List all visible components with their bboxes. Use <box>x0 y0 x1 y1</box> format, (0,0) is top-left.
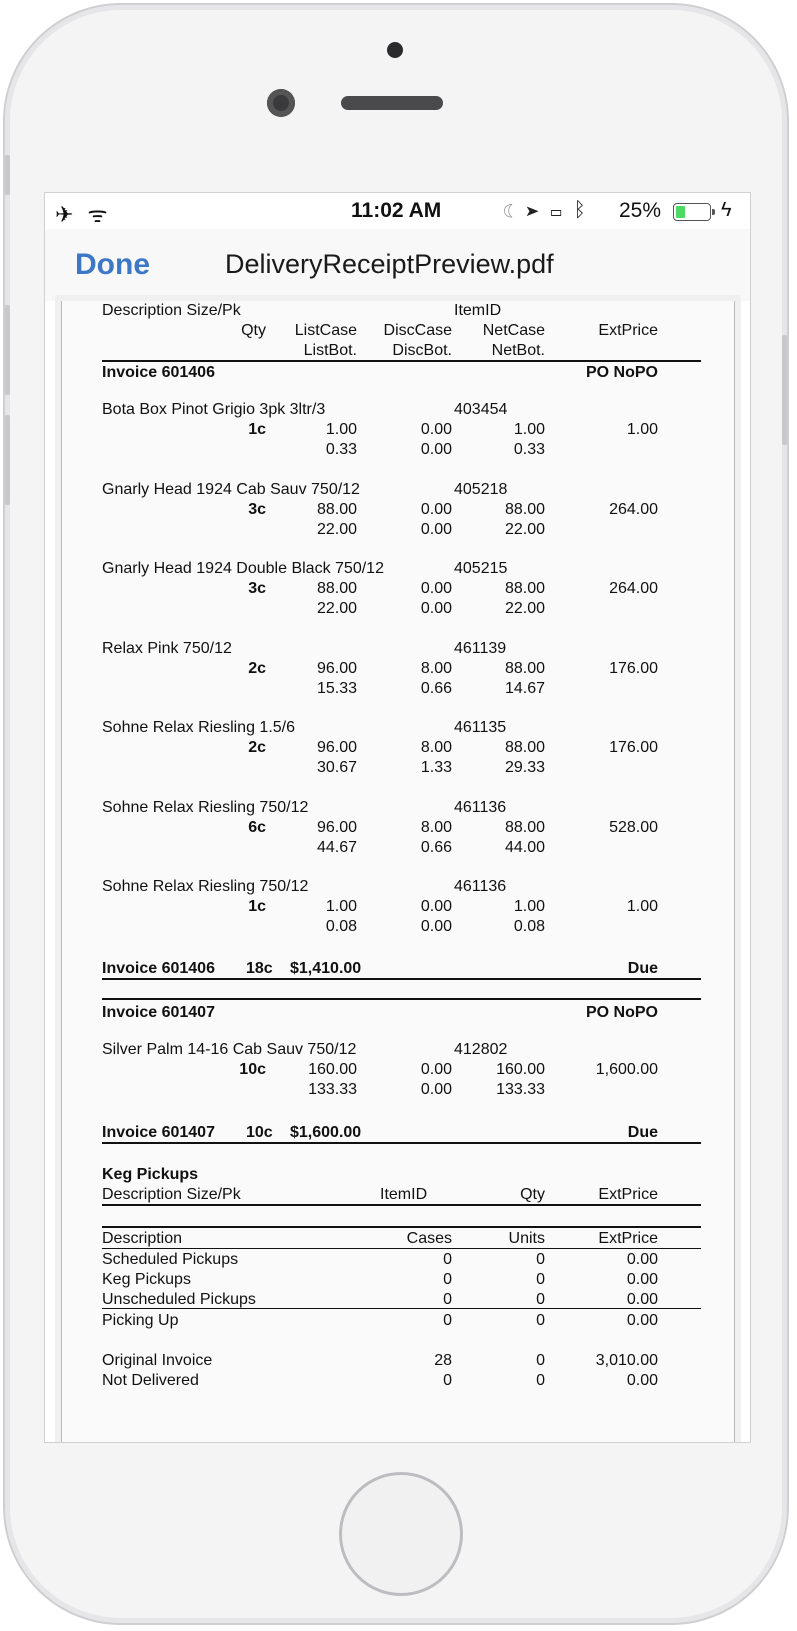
item-listcase: 88.00 <box>316 500 357 518</box>
summary-row-units: 0 <box>536 1251 545 1268</box>
item-netbot: 44.00 <box>504 838 545 856</box>
item-discbot: 0.00 <box>420 918 452 935</box>
item-discbot: 0.00 <box>420 600 452 617</box>
item-netbot: 22.00 <box>504 600 545 617</box>
volume-up-button <box>5 305 10 395</box>
item-discbot: 1.33 <box>420 759 452 776</box>
earpiece-speaker <box>341 96 443 110</box>
item-listcase: 88.00 <box>316 580 357 597</box>
item-extprice: 176.00 <box>609 739 658 756</box>
item-description: Sohne Relax Riesling 750/12 <box>102 798 309 816</box>
item-netcase: 88.00 <box>504 580 545 597</box>
summary-row-description: Keg Pickups <box>102 1271 191 1288</box>
summary-row-description: Original Invoice <box>102 1352 213 1369</box>
item-listcase: 96.00 <box>316 659 357 677</box>
summary-row-units: 0 <box>536 1372 545 1389</box>
item-qty: 10c <box>239 1061 266 1078</box>
front-camera <box>267 89 295 117</box>
item-qty: 3c <box>248 580 266 597</box>
moon-icon: ☾ <box>503 199 518 221</box>
item-qty: 1c <box>248 898 266 915</box>
status-time: 11:02 AM <box>351 199 442 222</box>
volume-down-button <box>5 415 10 505</box>
item-netcase: 88.00 <box>504 739 545 756</box>
invoice-total-status: Due <box>627 1124 658 1141</box>
item-netbot: 14.67 <box>504 679 545 697</box>
item-listbot: 44.67 <box>316 838 357 856</box>
summary-row-units: 0 <box>536 1352 545 1369</box>
invoice-separator-rule <box>102 998 701 1000</box>
item-discbot: 0.00 <box>420 520 452 538</box>
item-netbot: 29.33 <box>504 759 545 776</box>
summary-row-extprice: 0.00 <box>626 1251 658 1268</box>
item-netbot: 0.33 <box>513 441 545 458</box>
item-id: 461136 <box>454 878 507 895</box>
item-qty: 6c <box>248 818 266 836</box>
summary-row-extprice: 0.00 <box>626 1312 658 1329</box>
invoice-total-rule <box>102 1142 701 1144</box>
invoice-title: Invoice 601407 <box>102 1004 215 1021</box>
navigation-bar <box>45 229 750 301</box>
item-description: Sohne Relax Riesling 750/12 <box>102 878 309 895</box>
header-netbot: NetBot. <box>491 342 545 359</box>
status-icons <box>503 199 589 222</box>
item-netcase: 88.00 <box>504 659 545 677</box>
summary-row-extprice: 0.00 <box>626 1291 658 1308</box>
mute-switch <box>5 155 10 195</box>
summary-row-cases: 0 <box>443 1271 452 1288</box>
item-listbot: 0.33 <box>325 441 357 458</box>
summary-top-rule <box>102 1226 701 1228</box>
proximity-sensor <box>387 42 403 58</box>
summary-col-cases: Cases <box>406 1230 452 1247</box>
header-qty: Qty <box>241 322 266 339</box>
header-listbot: ListBot. <box>303 342 357 359</box>
item-discbot: 0.66 <box>420 679 452 697</box>
item-disccase: 8.00 <box>420 739 452 756</box>
invoice-total-qty: 18c <box>246 960 273 977</box>
keg-col-itemid: ItemID <box>380 1186 428 1203</box>
bluetooth-icon: ᛒ <box>573 199 589 221</box>
header-disccase: DiscCase <box>383 322 452 339</box>
airplane-wifi-icons: ✈ ᯤ <box>55 202 112 227</box>
item-listcase: 96.00 <box>316 818 357 836</box>
item-extprice: 176.00 <box>609 659 658 677</box>
item-qty: 2c <box>248 739 266 756</box>
summary-row-cases: 0 <box>443 1312 452 1329</box>
item-discbot: 0.66 <box>420 838 452 856</box>
item-description: Silver Palm 14-16 Cab Sauv 750/12 <box>102 1041 357 1058</box>
item-netbot: 0.08 <box>513 918 545 935</box>
item-description: Bota Box Pinot Grigio 3pk 3ltr/3 <box>102 401 326 418</box>
screen <box>44 192 751 1443</box>
item-id: 461136 <box>454 798 507 816</box>
keg-col-qty: Qty <box>520 1186 545 1203</box>
power-button <box>782 335 787 445</box>
item-netcase: 1.00 <box>513 421 545 438</box>
item-id: 403454 <box>454 401 508 418</box>
invoice-total-label: Invoice 601406 <box>102 960 215 977</box>
item-netcase: 160.00 <box>496 1061 545 1078</box>
item-qty: 1c <box>248 421 266 438</box>
item-disccase: 8.00 <box>420 659 452 677</box>
item-disccase: 8.00 <box>420 818 452 836</box>
summary-row-description: Not Delivered <box>102 1372 199 1389</box>
item-listbot: 0.08 <box>325 918 357 935</box>
summary-col-description: Description <box>102 1230 183 1247</box>
item-extprice: 1.00 <box>626 421 658 438</box>
item-listcase: 96.00 <box>316 739 357 756</box>
header-extprice: ExtPrice <box>598 322 658 339</box>
item-listbot: 133.33 <box>308 1081 357 1098</box>
item-listbot: 30.67 <box>316 759 357 776</box>
summary-row-units: 0 <box>536 1312 545 1329</box>
item-disccase: 0.00 <box>420 421 452 438</box>
item-listcase: 1.00 <box>325 421 357 438</box>
header-itemid: ItemID <box>454 302 502 319</box>
invoice-po: PO NoPO <box>585 1004 658 1021</box>
summary-row-description: Scheduled Pickups <box>102 1251 239 1268</box>
summary-col-extprice: ExtPrice <box>598 1230 658 1247</box>
invoice-po: PO NoPO <box>585 364 658 381</box>
summary-row-cases: 28 <box>434 1352 452 1369</box>
summary-col-units: Units <box>508 1230 545 1247</box>
item-disccase: 0.00 <box>420 1061 452 1078</box>
header-netcase: NetCase <box>482 322 545 339</box>
item-disccase: 0.00 <box>420 580 452 597</box>
item-qty: 2c <box>248 659 266 677</box>
item-listbot: 22.00 <box>316 520 357 538</box>
item-id: 412802 <box>454 1041 508 1058</box>
keg-section-title: Keg Pickups <box>102 1166 199 1183</box>
invoice-total-status: Due <box>627 960 658 977</box>
summary-row-units: 0 <box>536 1291 545 1308</box>
item-listbot: 22.00 <box>316 600 357 617</box>
item-netbot: 22.00 <box>504 520 545 538</box>
item-extprice: 528.00 <box>609 818 658 836</box>
summary-row-extprice: 0.00 <box>626 1271 658 1288</box>
item-listcase: 160.00 <box>308 1061 357 1078</box>
done-button[interactable]: Done <box>75 248 150 281</box>
summary-row-cases: 0 <box>443 1291 452 1308</box>
item-qty: 3c <box>248 500 266 518</box>
location-icon: ➤ <box>526 199 542 221</box>
item-extprice: 1.00 <box>626 898 658 915</box>
charging-icon: ϟ <box>721 199 732 221</box>
summary-header-rule <box>102 1248 701 1249</box>
item-description: Gnarly Head 1924 Cab Sauv 750/12 <box>102 480 360 498</box>
header-discbot: DiscBot. <box>392 342 452 359</box>
header-listcase: ListCase <box>294 322 357 339</box>
invoice-total-qty: 10c <box>246 1124 273 1141</box>
invoice-total-rule <box>102 978 701 980</box>
pdf-page[interactable] <box>61 301 735 1442</box>
item-extprice: 264.00 <box>609 500 658 518</box>
keg-col-extprice: ExtPrice <box>598 1186 658 1203</box>
item-id: 405218 <box>454 480 508 498</box>
summary-row-description: Picking Up <box>102 1312 179 1329</box>
document-title: DeliveryReceiptPreview.pdf <box>225 249 554 279</box>
summary-row-units: 0 <box>536 1271 545 1288</box>
invoice-total-label: Invoice 601407 <box>102 1124 215 1141</box>
header-description: Description Size/Pk <box>102 302 241 319</box>
keg-col-description: Description Size/Pk <box>102 1186 241 1203</box>
item-extprice: 1,600.00 <box>595 1061 658 1078</box>
item-description: Relax Pink 750/12 <box>102 639 232 657</box>
item-id: 461139 <box>454 639 507 657</box>
item-extprice: 264.00 <box>609 580 658 597</box>
item-discbot: 0.00 <box>420 1081 452 1098</box>
item-netcase: 1.00 <box>513 898 545 915</box>
summary-row-cases: 0 <box>443 1372 452 1389</box>
item-disccase: 0.00 <box>420 898 452 915</box>
item-netbot: 133.33 <box>496 1081 545 1098</box>
item-id: 405215 <box>454 560 508 577</box>
item-netcase: 88.00 <box>504 818 545 836</box>
summary-row-cases: 0 <box>443 1251 452 1268</box>
item-netcase: 88.00 <box>504 500 545 518</box>
item-description: Sohne Relax Riesling 1.5/6 <box>102 719 296 736</box>
header-rule <box>102 360 701 362</box>
status-bar <box>45 193 750 229</box>
item-discbot: 0.00 <box>420 441 452 458</box>
invoice-total-amount: $1,410.00 <box>290 960 362 977</box>
invoice-total-amount: $1,600.00 <box>290 1124 362 1141</box>
item-id: 461135 <box>454 719 507 736</box>
item-description: Gnarly Head 1924 Double Black 750/12 <box>102 560 384 577</box>
summary-row-extprice: 0.00 <box>626 1372 658 1389</box>
summary-row-description: Unscheduled Pickups <box>102 1291 256 1308</box>
item-disccase: 0.00 <box>420 500 452 518</box>
pdf-content <box>62 301 734 1442</box>
item-listbot: 15.33 <box>316 679 357 697</box>
keg-header-rule <box>102 1204 701 1206</box>
summary-row-extprice: 3,010.00 <box>595 1352 658 1369</box>
invoice-title: Invoice 601406 <box>102 364 215 381</box>
home-button[interactable] <box>339 1472 463 1596</box>
item-listcase: 1.00 <box>325 898 357 915</box>
battery-icon <box>673 203 711 221</box>
airplay-icon: ▭ <box>550 199 566 221</box>
battery-percent: 25% <box>619 199 662 222</box>
